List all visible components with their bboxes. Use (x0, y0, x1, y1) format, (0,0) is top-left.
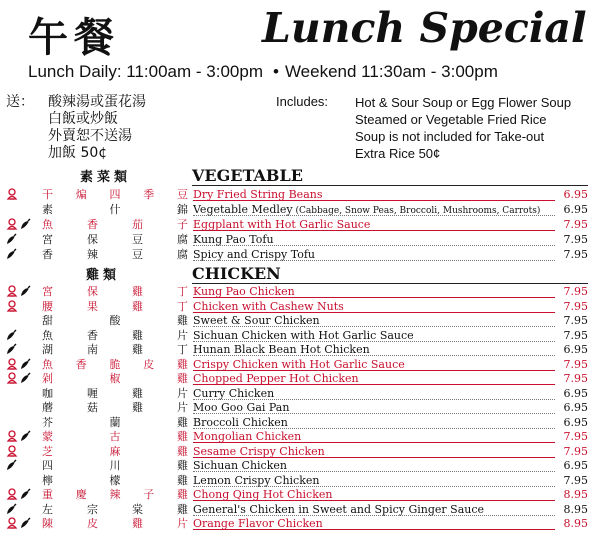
menu-item-name (193, 387, 543, 401)
menu-item-name-text: Kung Pao Tofu (193, 233, 274, 246)
menu-item-char-cn: 雞 (177, 502, 188, 516)
menu-item-description: (Cabbage, Snow Peas, Broccoli, Mushrooms, Carrots) (292, 206, 541, 216)
chili-pepper-icon (20, 218, 32, 230)
menu-item-name-cn (42, 203, 188, 217)
menu-item-name (193, 329, 543, 343)
menu-item-icons (6, 300, 36, 314)
chef-special-icon (6, 300, 18, 313)
menu-item-char-cn: 雞 (177, 357, 188, 371)
menu-item-char-cn: 菇 (87, 401, 98, 414)
menu-item-price: 6.95 (563, 203, 588, 216)
menu-item-char-cn: 麻 (109, 444, 121, 458)
menu-item-icons (6, 503, 36, 517)
menu-item-char-cn: 辣 (87, 248, 98, 261)
includes-line: Extra Rice 50¢ (355, 146, 441, 161)
menu-item-name-cn (42, 358, 188, 372)
menu-item-icons (6, 387, 36, 401)
menu-item-name (193, 188, 543, 202)
menu-item-char-cn: 魚 (42, 328, 53, 342)
menu-item-icons (6, 329, 36, 343)
menu-item-price: 7.95 (563, 314, 588, 327)
menu-item-row (0, 517, 600, 531)
menu-item-char-cn: 椒 (109, 372, 121, 385)
chili-pepper-icon (6, 233, 18, 245)
menu-item-price: 8.95 (563, 502, 588, 516)
menu-item-name-text: Hunan Black Bean Hot Chicken (193, 343, 370, 356)
menu-item-char-cn: 丁 (177, 343, 188, 356)
menu-item-name (193, 445, 543, 459)
send-line: 外賣恕不送湯 (48, 128, 132, 144)
menu-item-char-cn: 宮 (42, 285, 53, 298)
chili-pepper-icon (20, 285, 32, 297)
menu-item-char-cn: 四 (42, 459, 53, 472)
chili-pepper-icon (6, 343, 18, 355)
includes-line: Soup is not included for Take-out (355, 129, 545, 144)
send-label: 送： (6, 94, 34, 110)
menu-item-name-text: Broccoli Chicken (193, 415, 288, 429)
title-chinese: 午餐 (28, 15, 120, 61)
menu-item-char-cn: 棠 (132, 502, 143, 516)
menu-item-char-cn: 陳 (42, 517, 53, 530)
menu-item-row (0, 188, 600, 202)
menu-item-char-cn: 雞 (132, 328, 143, 342)
menu-item-name-cn (42, 372, 188, 386)
menu-item-char-cn: 煸 (75, 188, 87, 201)
menu-item-char-cn: 辣 (109, 488, 121, 501)
menu-item-name-text: General's Chicken in Sweet and Spicy Ginger Sauce (193, 502, 485, 516)
menu-item-price: 7.95 (563, 233, 588, 246)
menu-item-char-cn: 芝 (42, 444, 53, 458)
menu-item-name-text: Dry Fried String Beans (193, 188, 323, 201)
menu-item-name (193, 203, 543, 217)
menu-item-name (193, 416, 543, 430)
menu-item-icons (6, 430, 36, 444)
menu-item-char-cn: 左 (42, 502, 53, 516)
menu-item-name (193, 248, 543, 262)
menu-item-name-text: Chopped Pepper Hot Chicken (193, 372, 359, 385)
menu-item-name-text: Chicken with Cashew Nuts (193, 299, 344, 313)
menu-item-name-cn (42, 285, 188, 299)
menu-item-char-cn: 蘑 (42, 401, 53, 414)
menu-item-name-cn (42, 416, 188, 430)
menu-item-row (0, 416, 600, 430)
menu-item-char-cn: 子 (143, 488, 155, 501)
menu-item-icons (6, 401, 36, 415)
menu-item-char-cn: 果 (87, 299, 98, 313)
menu-item-icons (6, 343, 36, 357)
menu-item-char-cn: 腰 (42, 299, 53, 313)
menu-item-char-cn: 片 (177, 328, 188, 342)
menu-item-price: 7.95 (563, 248, 588, 261)
menu-item-name-cn (42, 517, 188, 531)
menu-item-char-cn: 喱 (87, 386, 98, 400)
menu-item-char-cn: 保 (87, 285, 98, 298)
menu-item-name (193, 300, 543, 314)
menu-item-name-cn (42, 233, 188, 247)
chef-special-icon (6, 358, 18, 371)
menu-item-row (0, 459, 600, 473)
menu-item-price: 7.95 (563, 430, 588, 443)
menu-item-char-cn: 剁 (42, 372, 53, 385)
menu-item-char-cn: 雞 (177, 430, 188, 443)
menu-item-char-cn: 皮 (87, 517, 98, 530)
hours-daily: Lunch Daily: 11:00am - 3:00pm (28, 62, 263, 81)
menu-item-name-text: Mongolian Chicken (193, 430, 302, 443)
menu-item-icons (6, 188, 36, 202)
section-title-vegetable: VEGETABLE (192, 166, 303, 185)
menu-item-char-cn: 重 (42, 488, 53, 501)
menu-item-name (193, 218, 543, 232)
menu-item-row (0, 248, 600, 262)
menu-item-name-text: Sichuan Chicken with Hot Garlic Sauce (193, 328, 414, 342)
menu-item-name (193, 233, 543, 247)
menu-item-char-cn: 酸 (109, 314, 121, 327)
menu-item-name (193, 459, 543, 473)
menu-item-name (193, 503, 543, 517)
menu-item-row (0, 372, 600, 386)
menu-item-name-text: Spicy and Crispy Tofu (193, 248, 315, 261)
menu-item-price: 6.95 (563, 459, 588, 472)
menu-item-name-cn (42, 300, 188, 314)
section-title-chicken: CHICKEN (192, 264, 281, 283)
menu-item-price: 7.95 (563, 328, 588, 342)
menu-item-name-text: Crispy Chicken with Hot Garlic Sauce (193, 357, 405, 371)
menu-item-char-cn: 雞 (177, 372, 188, 385)
includes-line: Hot & Sour Soup or Egg Flower Soup (355, 95, 572, 110)
menu-item-char-cn: 豆 (132, 233, 143, 246)
menu-item-name-text: Eggplant with Hot Garlic Sauce (193, 218, 371, 231)
menu-item-price: 7.95 (563, 372, 588, 385)
menu-item-char-cn: 蒙 (42, 430, 53, 443)
chef-special-icon (6, 445, 18, 458)
menu-item-char-cn: 雞 (132, 401, 143, 414)
menu-item-char-cn: 甜 (42, 314, 53, 327)
menu-item-icons (6, 285, 36, 299)
menu-item-char-cn: 豆 (177, 188, 188, 201)
menu-item-row (0, 300, 600, 314)
includes-line: Steamed or Vegetable Fried Rice (355, 112, 547, 127)
menu-item-name-cn (42, 387, 188, 401)
menu-item-row (0, 488, 600, 502)
menu-item-price: 6.95 (563, 415, 588, 429)
menu-item-name (193, 517, 543, 531)
send-line: 酸辣湯或蛋花湯 (48, 94, 146, 110)
menu-item-icons (6, 445, 36, 459)
chili-pepper-icon (6, 459, 18, 471)
menu-item-char-cn: 雞 (177, 444, 188, 458)
menu-item-row (0, 329, 600, 343)
menu-item-char-cn: 丁 (177, 299, 188, 313)
menu-item-char-cn: 片 (177, 386, 188, 400)
chef-special-icon (6, 188, 18, 201)
menu-item-price: 7.95 (563, 218, 588, 231)
menu-item-char-cn: 丁 (177, 285, 188, 298)
menu-item-price: 6.95 (563, 386, 588, 400)
section-title-chicken-cn: 雞類 (86, 268, 121, 283)
menu-item-row (0, 314, 600, 328)
menu-item-char-cn: 蘭 (109, 415, 121, 429)
menu-item-char-cn: 皮 (143, 357, 155, 371)
menu-item-name-text: Moo Goo Gai Pan (193, 401, 290, 414)
menu-item-row (0, 233, 600, 247)
menu-item-price: 8.95 (563, 488, 588, 501)
menu-item-char-cn: 子 (177, 218, 188, 231)
menu-item-name-cn (42, 401, 188, 415)
menu-item-char-cn: 雞 (177, 415, 188, 429)
menu-item-price: 7.95 (563, 299, 588, 313)
menu-item-char-cn: 片 (177, 517, 188, 530)
menu-item-char-cn: 豆 (132, 248, 143, 261)
menu-item-name (193, 401, 543, 415)
menu-item-name-cn (42, 329, 188, 343)
chili-pepper-icon (6, 503, 18, 515)
menu-item-price: 7.95 (563, 444, 588, 458)
chili-pepper-icon (6, 248, 18, 260)
menu-item-price: 7.95 (563, 357, 588, 371)
menu-item-name (193, 372, 543, 386)
chili-pepper-icon (20, 517, 32, 529)
section-divider (192, 185, 588, 186)
menu-item-name-cn (42, 430, 188, 444)
menu-item-char-cn: 宗 (87, 502, 98, 516)
section-divider (192, 283, 588, 284)
menu-item-name-cn (42, 248, 188, 262)
menu-item-name-cn (42, 445, 188, 459)
menu-item-char-cn: 魚 (42, 357, 53, 371)
chef-special-icon (6, 517, 18, 530)
menu-item-char-cn: 魚 (42, 218, 53, 231)
menu-item-name (193, 314, 543, 328)
menu-item-name (193, 430, 543, 444)
menu-item-name-text: Curry Chicken (193, 386, 275, 400)
menu-item-name-text: Lemon Crispy Chicken (193, 473, 320, 487)
menu-item-name-cn (42, 218, 188, 232)
menu-item-char-cn: 什 (109, 203, 121, 216)
menu-item-name (193, 358, 543, 372)
menu-item-price: 6.95 (563, 188, 588, 201)
menu-item-name (193, 285, 543, 299)
menu-item-row (0, 445, 600, 459)
chili-pepper-icon (20, 372, 32, 384)
chili-pepper-icon (6, 329, 18, 341)
menu-item-char-cn: 雞 (132, 343, 143, 356)
menu-item-row (0, 358, 600, 372)
menu-item-price: 8.95 (563, 517, 588, 530)
menu-item-char-cn: 保 (87, 233, 98, 246)
chef-special-icon (6, 285, 18, 298)
menu-item-price: 6.95 (563, 343, 588, 356)
menu-item-name (193, 343, 543, 357)
menu-item-name-cn (42, 314, 188, 328)
menu-item-name-text: Kung Pao Chicken (193, 285, 295, 298)
menu-item-icons (6, 203, 36, 217)
menu-item-icons (6, 233, 36, 247)
chili-pepper-icon (20, 430, 32, 442)
section-title-vegetable-cn: 素菜類 (80, 170, 132, 185)
menu-item-char-cn: 雞 (132, 299, 143, 313)
send-line: 白飯或炒飯 (48, 111, 118, 127)
menu-item-char-cn: 芥 (42, 415, 53, 429)
menu-item-char-cn: 雞 (177, 488, 188, 501)
menu-item-name (193, 488, 543, 502)
menu-item-row (0, 203, 600, 217)
menu-item-char-cn: 雞 (132, 285, 143, 298)
menu-item-icons (6, 416, 36, 430)
chef-special-icon (6, 430, 18, 443)
menu-item-char-cn: 腐 (177, 248, 188, 261)
menu-item-icons (6, 358, 36, 372)
menu-item-char-cn: 香 (75, 357, 87, 371)
hours-weekend: Weekend 11:30am - 3:00pm (284, 62, 498, 81)
menu-item-name-text: Sichuan Chicken (193, 459, 287, 472)
includes-list (355, 94, 571, 162)
menu-item-char-cn: 香 (42, 248, 53, 261)
menu-item-char-cn: 雞 (177, 459, 188, 472)
menu-item-icons (6, 314, 36, 328)
menu-item-char-cn: 片 (177, 401, 188, 414)
chili-pepper-icon (20, 488, 32, 500)
menu-item-char-cn: 古 (109, 430, 121, 443)
menu-item-char-cn: 腐 (177, 233, 188, 246)
menu-item-name-cn (42, 503, 188, 517)
chef-special-icon (6, 218, 18, 231)
menu-item-char-cn: 香 (87, 328, 98, 342)
menu-item-icons (6, 474, 36, 488)
menu-item-price: 6.95 (563, 401, 588, 414)
menu-item-char-cn: 檬 (109, 473, 121, 487)
menu-item-char-cn: 慶 (75, 488, 87, 501)
menu-item-icons (6, 488, 36, 502)
menu-item-char-cn: 南 (87, 343, 98, 356)
menu-item-char-cn: 雞 (177, 473, 188, 487)
menu-item-row (0, 387, 600, 401)
menu-item-char-cn: 湖 (42, 343, 53, 356)
menu-item-char-cn: 雞 (132, 386, 143, 400)
menu-item-char-cn: 香 (87, 218, 98, 231)
menu-item-name-text: Sweet & Sour Chicken (193, 314, 320, 327)
menu-item-row (0, 503, 600, 517)
menu-item-char-cn: 咖 (42, 386, 53, 400)
menu-item-char-cn: 雞 (177, 314, 188, 327)
menu-item-icons (6, 459, 36, 473)
page-title: Lunch Special (262, 4, 587, 52)
menu-item-icons (6, 248, 36, 262)
menu-item-char-cn: 脆 (109, 357, 121, 371)
menu-item-char-cn: 宮 (42, 233, 53, 246)
send-notes-chinese (6, 94, 146, 162)
menu-item-name-text: Sesame Crispy Chicken (193, 444, 325, 458)
menu-item-char-cn: 川 (109, 459, 121, 472)
bullet-separator: • (272, 62, 279, 81)
menu-item-row (0, 285, 600, 299)
menu-item-row (0, 401, 600, 415)
menu-item-char-cn: 素 (42, 203, 53, 216)
includes-label: Includes: (276, 94, 329, 109)
menu-item-name-cn (42, 188, 188, 202)
menu-item-char-cn: 四 (109, 188, 121, 201)
menu-item-row (0, 430, 600, 444)
menu-item-name-text: Vegetable Medley (193, 203, 293, 216)
chef-special-icon (6, 372, 18, 385)
menu-item-char-cn: 檸 (42, 473, 53, 487)
menu-item-price: 7.95 (563, 285, 588, 298)
menu-item-name (193, 474, 543, 488)
menu-item-row (0, 343, 600, 357)
menu-item-char-cn: 錦 (177, 203, 188, 216)
menu-item-row (0, 474, 600, 488)
menu-item-icons (6, 517, 36, 531)
menu-item-row (0, 218, 600, 232)
menu-item-char-cn: 茄 (132, 218, 143, 231)
menu-item-price: 7.95 (563, 473, 588, 487)
menu-item-char-cn: 季 (143, 188, 155, 201)
chili-pepper-icon (20, 358, 32, 370)
menu-item-char-cn: 干 (42, 188, 53, 201)
menu-item-name-text: Orange Flavor Chicken (193, 517, 323, 530)
hours-line (28, 62, 498, 82)
menu-item-icons (6, 372, 36, 386)
menu-item-icons (6, 218, 36, 232)
menu-item-name-text: Chong Qing Hot Chicken (193, 488, 333, 501)
chef-special-icon (6, 488, 18, 501)
menu-item-name-cn (42, 343, 188, 357)
menu-item-name-cn (42, 474, 188, 488)
menu-item-name-cn (42, 488, 188, 502)
menu-item-name-cn (42, 459, 188, 473)
menu-item-char-cn: 雞 (132, 517, 143, 530)
send-line: 加飯 50¢ (48, 145, 108, 161)
